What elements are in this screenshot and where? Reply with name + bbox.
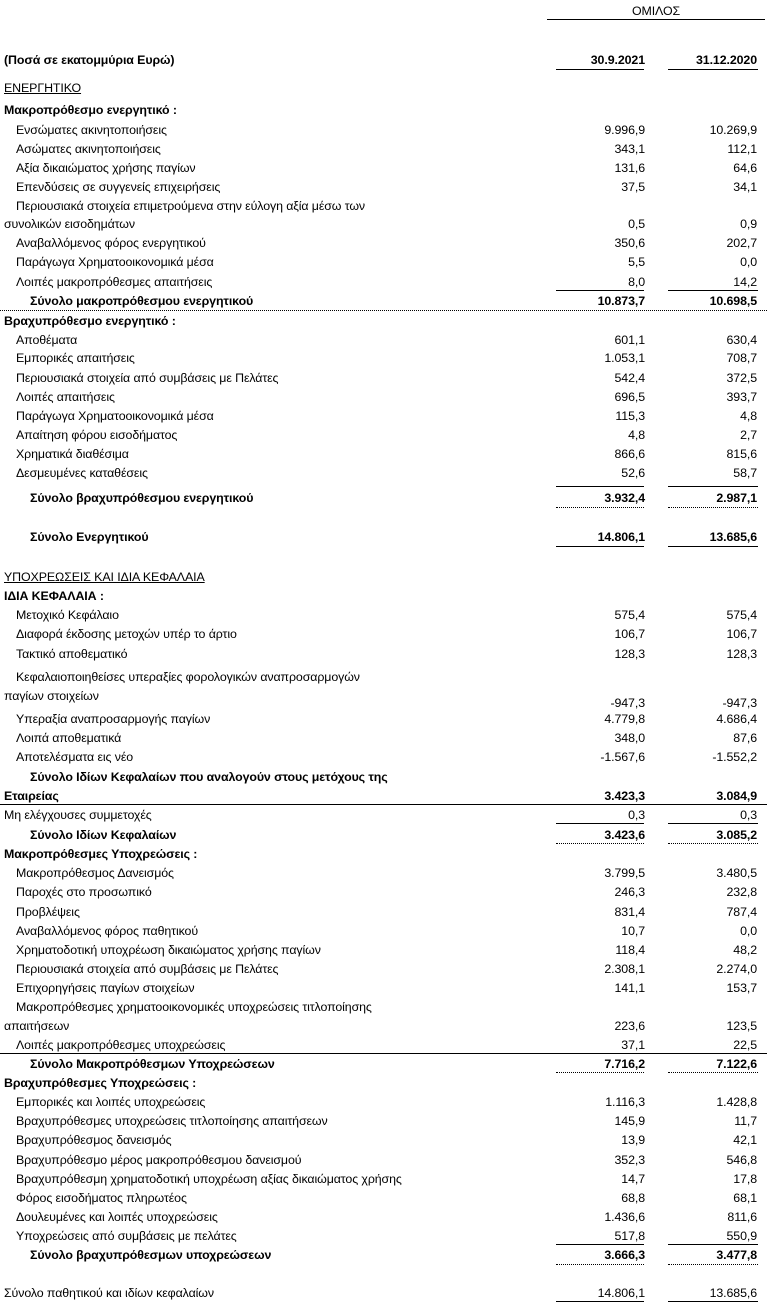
table-row [0, 625, 767, 643]
table-row [0, 197, 767, 215]
value-2020: 87,6 [733, 731, 757, 745]
value-2021: 343,1 [614, 142, 645, 156]
value-2021: 1.436,6 [604, 1210, 645, 1224]
table-row [0, 426, 767, 444]
value-2021: 5,5 [628, 255, 645, 269]
row-label: Μακροπρόθεσμος Δανεισμός [16, 866, 174, 880]
value-2020: 17,8 [733, 1172, 757, 1186]
table-row [0, 528, 767, 546]
row-label: παγίων στοιχείων [4, 689, 99, 703]
row-label: Βραχυπρόθεσμες υποχρεώσεις τιτλοποίησης απαιτήσεων [16, 1114, 328, 1128]
value-2021: 145,9 [614, 1114, 645, 1128]
value-2021: 348,0 [614, 731, 645, 745]
dotted-rule-current-liabilities-2 [668, 1264, 758, 1265]
units-label: (Ποσά σε εκατομμύρια Ευρώ) [4, 53, 175, 67]
row-label: Σύνολο Ενεργητικού [30, 530, 149, 544]
value-2020: 42,1 [733, 1133, 757, 1147]
row-label: Προβλέψεις [16, 905, 80, 919]
value-2021: 0,3 [628, 808, 645, 822]
table-row [0, 1017, 767, 1035]
table-row [0, 1131, 767, 1149]
row-label: Βραχυπρόθεσμες Υποχρεώσεις : [4, 1076, 197, 1090]
value-2020: 11,7 [734, 1114, 757, 1128]
value-2021: 131,6 [614, 161, 645, 175]
value-2020: 10.698,5 [709, 294, 757, 308]
dotted-rule-equity-1 [556, 843, 644, 844]
value-2021: 10.873,7 [597, 294, 645, 308]
row-label: Λοιπά αποθεματικά [16, 731, 122, 745]
value-2020: 372,5 [726, 371, 757, 385]
row-label: Μακροπρόθεσμες Υποχρεώσεις : [4, 847, 198, 861]
dotted-rule-noncurrent-liabilities-1 [556, 1072, 644, 1073]
column-header-rule-2 [668, 69, 758, 70]
value-2020: 232,8 [726, 885, 757, 899]
table-row [0, 1170, 767, 1188]
value-2020: 550,9 [726, 1229, 757, 1243]
value-2021: 52,6 [621, 466, 645, 480]
dotted-rule-current-assets-1 [556, 507, 644, 508]
value-2021: 866,6 [614, 447, 645, 461]
table-row [0, 234, 767, 252]
value-2021: 542,4 [614, 371, 645, 385]
value-2020: 708,7 [726, 351, 757, 365]
row-label: Μετοχικό Κεφάλαιο [16, 608, 119, 622]
table-row [0, 1189, 767, 1207]
row-label: συνολικών εισοδημάτων [4, 217, 135, 231]
dotted-rule-equity-2 [668, 843, 758, 844]
table-row [0, 331, 767, 349]
row-label: Περιουσιακά στοιχεία από συμβάσεις με Πελάτες [16, 962, 279, 976]
row-label: Σύνολο Μακροπρόθεσμων Υποχρεώσεων [30, 1057, 275, 1071]
row-label: Αποτελέσματα εις νέο [16, 750, 134, 764]
table-row [0, 101, 767, 119]
value-2021: 9.996,9 [604, 123, 645, 137]
value-2020: 58,7 [733, 466, 757, 480]
table-row [0, 292, 767, 310]
table-row [0, 998, 767, 1016]
row-label: Αποθέματα [16, 333, 78, 347]
row-label: Σύνολο βραχυπρόθεσμων υποχρεώσεων [30, 1248, 272, 1262]
group-header-rule [547, 19, 765, 20]
row-label: Ασώματες ακινητοποιήσεις [16, 142, 161, 156]
value-2021: 4.779,8 [604, 712, 645, 726]
row-label: ΥΠΟΧΡΕΩΣΕΙΣ ΚΑΙ ΙΔΙΑ ΚΕΦΑΛΑΙΑ [4, 570, 205, 584]
table-row [0, 1112, 767, 1130]
rule-current-liabilities-1 [556, 1244, 644, 1245]
row-label: Χρηματοδοτική υποχρέωση δικαιώματος χρήσης παγίων [16, 943, 321, 957]
value-2020: 112,1 [727, 142, 757, 156]
value-2020: 106,7 [726, 627, 757, 641]
row-label: Μη ελέγχουσες συμμετοχές [4, 808, 152, 822]
value-2020: 0,9 [740, 217, 757, 231]
table-row [0, 568, 767, 586]
row-label: Σύνολο παθητικού και ιδίων κεφαλαίων [4, 1286, 214, 1300]
row-label: Δουλευμένες και λοιπές υποχρεώσεις [16, 1210, 218, 1224]
rule-total-liabilities-2 [668, 1301, 758, 1302]
value-2021: 128,3 [614, 647, 645, 661]
value-2021: 0,5 [628, 217, 645, 231]
rule-noncurrent-liabilities [0, 1053, 767, 1054]
row-label: ΙΔΙΑ ΚΕΦΑΛΑΙΑ : [4, 589, 104, 603]
table-row [0, 587, 767, 605]
value-2021: 3.799,5 [604, 866, 645, 880]
value-2021: -947,3 [610, 696, 645, 710]
table-row [0, 388, 767, 406]
table-row [0, 79, 767, 97]
value-2020: 0,0 [740, 255, 757, 269]
rule-minority-2 [668, 823, 758, 824]
row-label: Εταιρείας [4, 789, 59, 803]
row-label: Σύνολο Ιδίων Κεφαλαίων [30, 828, 177, 842]
table-row [0, 121, 767, 139]
value-2021: 3.932,4 [604, 491, 645, 505]
row-label: Λοιπές μακροπρόθεσμες υποχρεώσεις [16, 1038, 226, 1052]
row-label: Επιχορηγήσεις παγίων στοιχείων [16, 981, 195, 995]
table-row [0, 903, 767, 921]
row-label: Περιουσιακά στοιχεία επιμετρούμενα στην εύλογη αξία μέσω των [16, 199, 365, 213]
table-row [0, 178, 767, 196]
value-2020: 546,8 [726, 1153, 757, 1167]
table-row [0, 215, 767, 233]
value-2021: -1.567,6 [600, 750, 645, 764]
value-2020: 3.477,8 [716, 1248, 757, 1262]
value-2021: 575,4 [614, 608, 645, 622]
value-2020: 153,7 [726, 981, 757, 995]
table-row [0, 864, 767, 882]
table-row [0, 960, 767, 978]
value-2020: 3.085,2 [716, 828, 757, 842]
dotted-rule-noncurrent-assets [0, 310, 767, 311]
row-label: Χρηματικά διαθέσιμα [16, 447, 129, 461]
value-2021: 601,1 [614, 333, 645, 347]
value-2021: 115,3 [615, 409, 645, 423]
row-label: Σύνολο Ιδίων Κεφαλαίων που αναλογούν στους μετόχους της [30, 770, 388, 784]
value-2021: 3.423,6 [604, 828, 645, 842]
row-label: Αξία δικαιώματος χρήσης παγίων [16, 161, 196, 175]
dotted-rule-current-assets-2 [668, 507, 758, 508]
row-label: απαιτήσεων [4, 1019, 70, 1033]
dotted-rule-noncurrent-liabilities-2 [668, 1072, 758, 1073]
column-header-2020: 31.12.2020 [695, 53, 757, 67]
rule-total-assets-2 [668, 546, 758, 547]
table-row [0, 159, 767, 177]
value-2020: 0,0 [740, 924, 757, 938]
table-row [0, 729, 767, 747]
value-2020: 13.685,6 [709, 530, 757, 544]
table-row [0, 748, 767, 766]
rule-current-assets-1 [556, 486, 644, 487]
table-row [0, 1246, 767, 1264]
value-2021: 3.423,3 [604, 789, 645, 803]
value-2020: 575,4 [726, 608, 757, 622]
row-label: Λοιπές μακροπρόθεσμες απαιτήσεις [16, 275, 213, 289]
value-2021: 2.308,1 [604, 962, 645, 976]
row-label: Εμπορικές απαιτήσεις [16, 351, 135, 365]
table-row [0, 606, 767, 624]
value-2020: 4.686,4 [716, 712, 757, 726]
table-row [0, 312, 767, 330]
row-label: Σύνολο βραχυπρόθεσμου ενεργητικού [30, 491, 254, 505]
dotted-rule-current-liabilities-1 [556, 1264, 644, 1265]
table-row [0, 768, 767, 786]
table-row [0, 1208, 767, 1226]
rule-equity-parent [0, 804, 767, 805]
table-row [0, 1151, 767, 1169]
value-2021: 4,8 [628, 428, 645, 442]
value-2020: -1.552,2 [712, 750, 757, 764]
row-label: ΕΝΕΡΓΗΤΙΚΟ [4, 81, 82, 95]
value-2020: 14,2 [733, 275, 757, 289]
rule-current-assets-2 [668, 486, 758, 487]
table-row [0, 883, 767, 901]
value-2021: 14.806,1 [597, 1286, 645, 1300]
table-row [0, 710, 767, 728]
table-row [0, 787, 767, 805]
row-label: Μακροπρόθεσμες χρηματοοικονομικές υποχρεώσεις τιτλοποίησης [16, 1000, 372, 1014]
value-2021: 10,7 [621, 924, 645, 938]
row-label: Ενσώματες ακινητοποιήσεις [16, 123, 167, 137]
value-2021: 517,8 [614, 1229, 645, 1243]
value-2020: 68,1 [733, 1191, 757, 1205]
value-2020: 3.480,5 [716, 866, 757, 880]
value-2020: 787,4 [726, 905, 757, 919]
table-row [0, 1036, 767, 1054]
rule-minority-1 [556, 823, 644, 824]
group-header: ΟΜΙΛΟΣ [631, 4, 681, 18]
row-label: Σύνολο μακροπρόθεσμου ενεργητικού [30, 294, 254, 308]
value-2020: 128,3 [726, 647, 757, 661]
column-header-rule-1 [556, 69, 644, 70]
row-label: Φόρος εισοδήματος πληρωτέος [16, 1191, 187, 1205]
value-2021: 13,9 [621, 1133, 645, 1147]
value-2020: 48,2 [733, 943, 757, 957]
value-2021: 14.806,1 [597, 530, 645, 544]
value-2020: 630,4 [726, 333, 757, 347]
row-label: Παράγωγα Χρηματοοικονομικά μέσα [16, 409, 214, 423]
value-2020: 13.685,6 [709, 1286, 757, 1300]
row-label: Περιουσιακά στοιχεία από συμβάσεις με Πελάτες [16, 371, 279, 385]
table-row [0, 369, 767, 387]
value-2021: 118,4 [615, 943, 645, 957]
row-label: Αναβαλλόμενος φόρος ενεργητικού [16, 236, 206, 250]
row-label: Δεσμευμένες καταθέσεις [16, 466, 148, 480]
row-label: Τακτικό αποθεματικό [16, 647, 128, 661]
row-label: Βραχυπρόθεσμη χρηματοδοτική υποχρέωση αξίας δικαιώματος χρήσης [16, 1172, 402, 1186]
column-header-row [0, 51, 767, 69]
value-2020: 0,3 [740, 808, 757, 822]
rule-total-liabilities-1 [556, 1301, 644, 1302]
table-row [0, 489, 767, 507]
value-2020: 123,5 [726, 1019, 757, 1033]
table-row [0, 1055, 767, 1073]
value-2021: 1.053,1 [604, 351, 645, 365]
value-2021: 37,1 [621, 1038, 645, 1052]
row-label: Διαφορά έκδοσης μετοχών υπέρ το άρτιο [16, 627, 237, 641]
row-label: Βραχυπρόθεσμο ενεργητικό : [4, 314, 176, 328]
table-row [0, 253, 767, 271]
table-row [0, 445, 767, 463]
value-2020: 811,6 [727, 1210, 757, 1224]
row-label: Αναβαλλόμενος φόρος παθητικού [16, 924, 199, 938]
row-label: Βραχυπρόθεσμος δανεισμός [16, 1133, 172, 1147]
table-row [0, 1284, 767, 1302]
table-row [0, 806, 767, 824]
value-2020: 4,8 [740, 409, 757, 423]
rule-total-assets-1 [556, 546, 644, 547]
value-2020: 2,7 [740, 428, 757, 442]
value-2021: 37,5 [621, 180, 645, 194]
row-label: Υπεραξία αναπροσαρμογής παγίων [16, 712, 211, 726]
row-label: Επενδύσεις σε συγγενείς επιχειρήσεις [16, 180, 221, 194]
table-row [0, 1074, 767, 1092]
value-2021: 831,4 [614, 905, 645, 919]
column-header-2021: 30.9.2021 [590, 53, 645, 67]
value-2021: 8,0 [628, 275, 645, 289]
value-2021: 696,5 [614, 390, 645, 404]
row-label: Λοιπές απαιτήσεις [16, 390, 115, 404]
rule-current-liabilities-2 [668, 1244, 758, 1245]
row-label: Απαίτηση φόρου εισοδήματος [16, 428, 178, 442]
table-row [0, 922, 767, 940]
value-2020: 2.274,0 [716, 962, 757, 976]
value-2021: 7.716,2 [604, 1057, 645, 1071]
table-row [0, 140, 767, 158]
table-row [0, 645, 767, 663]
rule-noncurrent-assets-2 [668, 290, 758, 291]
value-2021: 68,8 [621, 1191, 645, 1205]
value-2021: 352,3 [614, 1153, 645, 1167]
row-label: Βραχυπρόθεσμο μέρος μακροπρόθεσμου δανεισμού [16, 1153, 302, 1167]
value-2020: 64,6 [733, 161, 757, 175]
row-label: Υποχρεώσεις από συμβάσεις με πελάτες [16, 1229, 237, 1243]
table-row [0, 826, 767, 844]
value-2020: 393,7 [726, 390, 757, 404]
value-2021: 141,1 [614, 981, 645, 995]
row-label: Μακροπρόθεσμο ενεργητικό : [4, 103, 177, 117]
value-2021: 14,7 [621, 1172, 645, 1186]
value-2020: 2.987,1 [716, 491, 757, 505]
value-2020: 815,6 [726, 447, 757, 461]
value-2020: -947,3 [722, 696, 757, 710]
value-2021: 223,6 [614, 1019, 645, 1033]
value-2020: 3.084,9 [716, 789, 757, 803]
value-2021: 350,6 [614, 236, 645, 250]
value-2021: 3.666,3 [604, 1248, 645, 1262]
table-row [0, 273, 767, 291]
value-2021: 1.116,3 [605, 1095, 645, 1109]
value-2020: 34,1 [733, 180, 757, 194]
table-row [0, 1093, 767, 1111]
value-2020: 1.428,8 [716, 1095, 757, 1109]
table-row [0, 349, 767, 367]
row-label: Παράγωγα Χρηματοοικονομικά μέσα [16, 255, 214, 269]
table-row [0, 668, 767, 686]
row-label: Εμπορικές και λοιπές υποχρεώσεις [16, 1095, 206, 1109]
value-2021: 246,3 [614, 885, 645, 899]
value-2021: 106,7 [614, 627, 645, 641]
value-2020: 22,5 [733, 1038, 757, 1052]
table-row [0, 845, 767, 863]
row-label: Παροχές στο προσωπικό [16, 885, 152, 899]
rule-noncurrent-assets-1 [556, 290, 644, 291]
table-row [0, 407, 767, 425]
value-2020: 10.269,9 [709, 123, 757, 137]
table-row [0, 464, 767, 482]
table-row [0, 1227, 767, 1245]
table-row [0, 687, 767, 710]
value-2020: 202,7 [726, 236, 757, 250]
table-row [0, 941, 767, 959]
table-row [0, 979, 767, 997]
row-label: Κεφαλαιοποιηθείσες υπεραξίες φορολογικών αναπροσαρμογών [16, 670, 360, 684]
value-2020: 7.122,6 [716, 1057, 757, 1071]
